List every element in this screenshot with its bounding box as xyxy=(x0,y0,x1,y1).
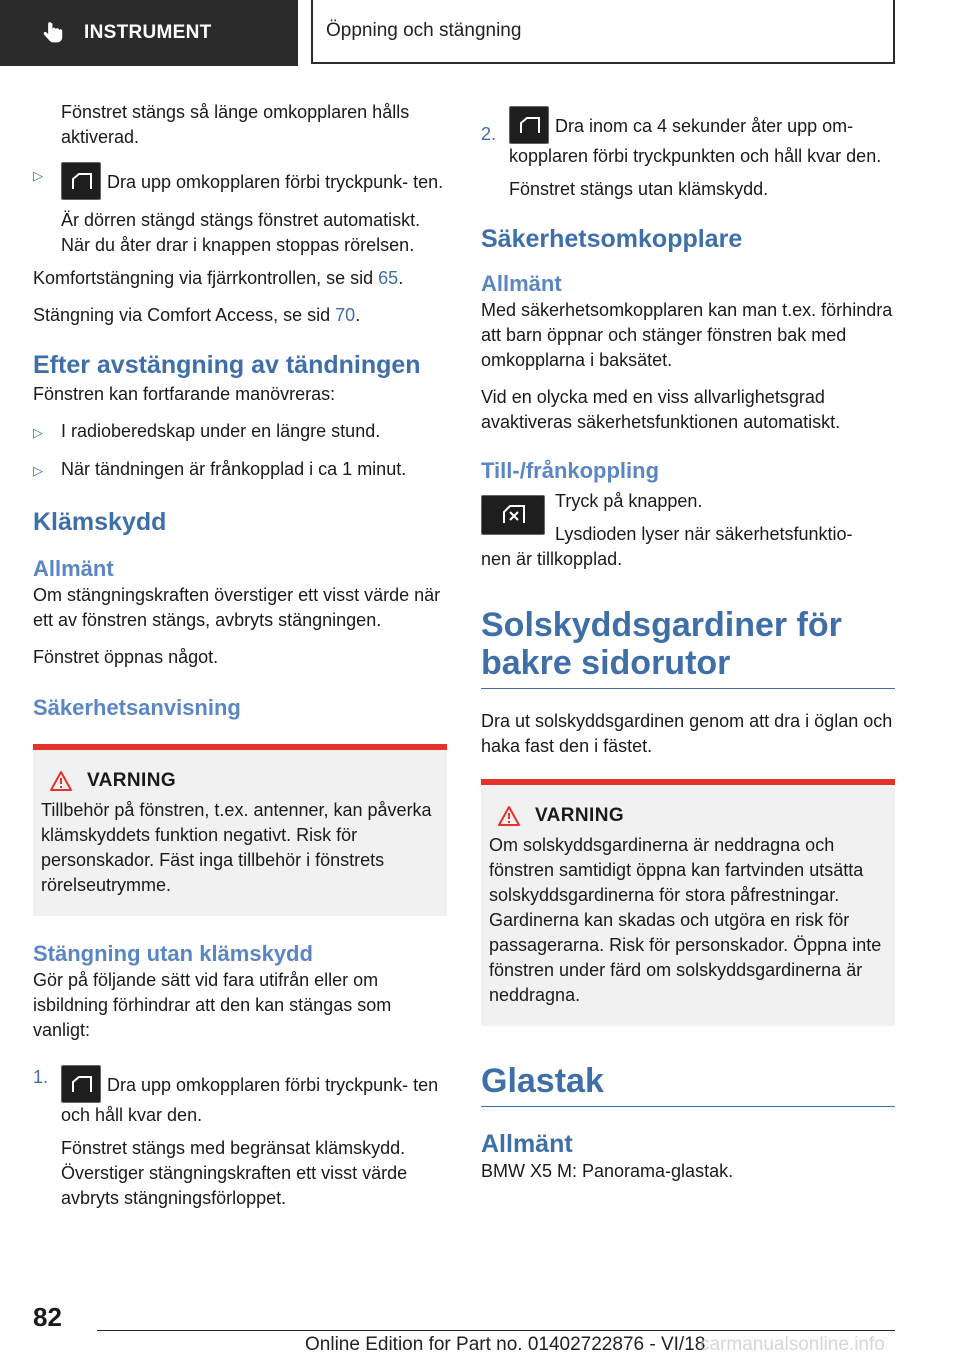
left-column xyxy=(33,100,447,1211)
triangle-bullet-icon: ▷ xyxy=(33,463,43,478)
chapter-label: INSTRUMENT xyxy=(84,22,212,43)
numbered-step-1: 1. Dra upp omkopplaren förbi tryckpunk- ten och håll kvar den. Fönstret stängs med begränsat klämskydd. Överstiger stängningskraften ett visst värde avbryts stängningsförloppet. xyxy=(33,1065,447,1211)
heading-pinch-protection: Klämskydd xyxy=(33,508,167,536)
general-text-2: Fönstret öppnas något. xyxy=(33,647,219,667)
page-link-70[interactable]: 70 xyxy=(335,305,356,325)
toggle-text-2: Lysdioden lyser när säkerhetsfunktio- xyxy=(555,524,853,544)
glass-text: BMW X5 M: Panorama-glastak. xyxy=(481,1161,734,1181)
right-column xyxy=(481,106,895,1184)
watermark: carmanualsonline.info xyxy=(700,1334,885,1355)
heading-general: Allmänt xyxy=(481,271,562,296)
heading-safety-notice: Säkerhetsanvisning xyxy=(33,695,241,720)
item1-text: Dra upp omkopplaren förbi tryckpunk- xyxy=(107,172,409,192)
triangle-bullet-icon: ▷ xyxy=(33,168,43,183)
window-switch-icon xyxy=(61,162,101,200)
heading-safety-switch: Säkerhetsomkopplare xyxy=(481,225,743,253)
close-text: Gör på följande sätt vid fara utifrån eller om isbildning förhindrar att den kan stängas som vanligt: xyxy=(33,970,392,1040)
item1-text-cont: ten. xyxy=(413,172,444,192)
safety-switch-row xyxy=(481,489,895,547)
intro-text: Fönstret stängs så länge omkopplaren hålls aktiverad. xyxy=(61,102,410,147)
toggle-text-2-cont: nen är tillkopplad. xyxy=(481,549,623,569)
warning-triangle-icon xyxy=(497,805,521,827)
section-tab[interactable] xyxy=(311,0,895,64)
heading-toggle: Till-/frånkoppling xyxy=(481,458,660,483)
heading-glass-roof: Glastak xyxy=(481,1062,895,1107)
heading-close-without-pinch: Stängning utan klämskydd xyxy=(33,941,313,966)
heading-after-ignition: Efter avstängning av tändningen xyxy=(33,351,421,379)
page-header xyxy=(0,0,960,66)
general-text: Om stängningskraften överstiger ett visst värde när ett av fönstren stängs, avbryts stängningen. xyxy=(33,585,441,630)
triangle-bullet-icon: ▷ xyxy=(33,425,43,440)
heading-general-2: Allmänt xyxy=(481,1130,573,1158)
window-switch-icon xyxy=(61,1065,101,1103)
window-switch-icon xyxy=(509,106,549,144)
warning-box xyxy=(481,779,895,1026)
item1-subtext: Är dörren stängd stängs fönstret automatiskt. När du åter drar i knappen stoppas rörelsen. xyxy=(61,210,421,255)
warning-box xyxy=(33,744,447,916)
toggle-text: Tryck på knappen. xyxy=(555,491,703,511)
list-item xyxy=(33,162,447,258)
section-label: Öppning och stängning xyxy=(326,20,522,41)
footer-divider xyxy=(97,1330,895,1331)
chapter-tab[interactable] xyxy=(0,0,298,66)
step2-subtext: Fönstret stängs utan klämskydd. xyxy=(509,179,769,199)
list-item: ▷ När tändningen är frånkopplad i ca 1 minut. xyxy=(33,457,447,483)
numbered-step-2: 2. Dra inom ca 4 sekunder åter upp om- kopplaren förbi tryckpunkten och håll kvar den. Fönstret stängs utan klämskydd. xyxy=(481,106,895,202)
step1-subtext: Fönstret stängs med begränsat klämskydd. Överstiger stängningskraften ett visst värde avbryts stängningsförloppet. xyxy=(61,1138,408,1208)
general-text: Med säkerhetsomkopplaren kan man t.ex. förhindra att barn öppnar och stänger fönstren bak med omkopplarna i baksätet. xyxy=(481,300,893,370)
warning-text: Om solskyddsgardinerna är neddragna och fönstren samtidigt öppna kan fartvinden utsätta solskyddsgardinerna för stora påfrestningar. Gardinerna kan skadas och utgöra en risk för passagerarna. Risk för personskador. Öppna inte fönstren under färd om solskyddsgardinerna är neddragna. xyxy=(489,835,882,1005)
heading-sunshades: Solskyddsgardiner för bakre sidorutor xyxy=(481,606,895,689)
heading-general: Allmänt xyxy=(33,556,114,581)
warning-triangle-icon xyxy=(49,770,73,792)
comfort-remote-text: Komfortstängning via fjärrkontrollen, se sid 65. xyxy=(33,268,404,288)
sunshade-text: Dra ut solskyddsgardinen genom att dra i öglan och haka fast den i fästet. xyxy=(481,711,893,756)
page-link-65[interactable]: 65 xyxy=(378,268,399,288)
after-text: Fönstren kan fortfarande manövreras: xyxy=(33,384,336,404)
warning-title: VARNING xyxy=(535,805,625,826)
general-text-2: Vid en olycka med en viss allvarlighetsgrad avaktiveras säkerhetsfunktionen automatiskt. xyxy=(481,387,841,432)
comfort-access-text: Stängning via Comfort Access, se sid 70. xyxy=(33,305,361,325)
page-number: 82 xyxy=(33,1302,62,1332)
footer-edition: Online Edition for Part no. 01402722876 - VI/18 xyxy=(305,1334,706,1355)
hand-pointer-icon xyxy=(40,20,66,46)
warning-title: VARNING xyxy=(87,770,177,791)
safety-switch-icon xyxy=(481,495,545,535)
warning-text: Tillbehör på fönstren, t.ex. antenner, kan påverka klämskyddets funktion negativt. Risk för personskador. Fäst inga tillbehör i fönstrets rörelseutrymme. xyxy=(41,800,432,895)
list-item: ▷ I radioberedskap under en längre stund. xyxy=(33,419,447,445)
